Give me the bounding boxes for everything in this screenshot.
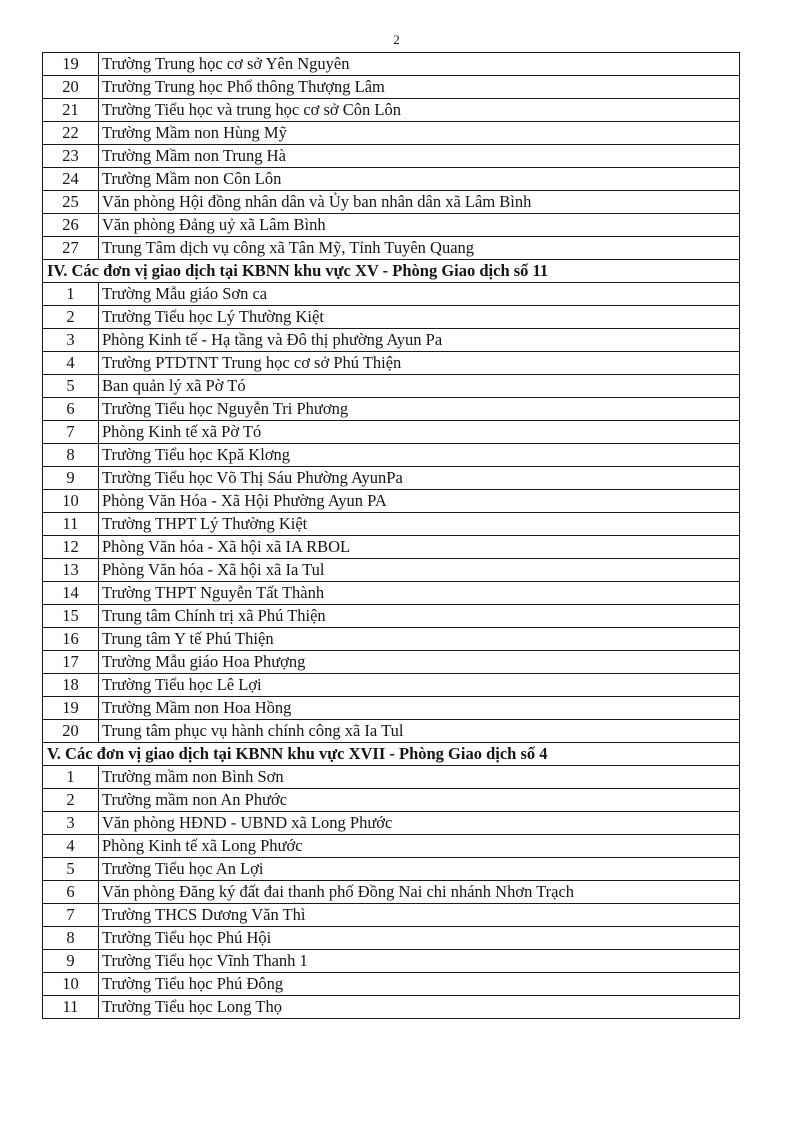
table-row [43, 881, 740, 904]
unit-name: Phòng Kinh tế xã Pờ Tó [99, 421, 740, 444]
row-number: 4 [43, 352, 99, 375]
unit-name: Trường Tiểu học An Lợi [99, 858, 740, 881]
unit-name: Trường mầm non Bình Sơn [99, 766, 740, 789]
row-number: 25 [43, 191, 99, 214]
table-row [43, 329, 740, 352]
unit-name: Trường Mẫu giáo Sơn ca [99, 283, 740, 306]
row-number: 1 [43, 283, 99, 306]
unit-name: Trường Mầm non Hoa Hồng [99, 697, 740, 720]
unit-name: Trung tâm Chính trị xã Phú Thiện [99, 605, 740, 628]
row-number: 19 [43, 697, 99, 720]
unit-name: Trường Tiểu học Nguyễn Tri Phương [99, 398, 740, 421]
row-number: 7 [43, 421, 99, 444]
unit-name: Trường Mầm non Hùng Mỹ [99, 122, 740, 145]
unit-name: Trường THPT Lý Thường Kiệt [99, 513, 740, 536]
table-row [43, 835, 740, 858]
row-number: 13 [43, 559, 99, 582]
table-row [43, 214, 740, 237]
table-row [43, 421, 740, 444]
table-row [43, 789, 740, 812]
unit-name: Trường Trung học cơ sở Yên Nguyên [99, 53, 740, 76]
row-number: 7 [43, 904, 99, 927]
table-row [43, 766, 740, 789]
table-row [43, 927, 740, 950]
section-heading: V. Các đơn vị giao dịch tại KBNN khu vực XVII - Phòng Giao dịch số 4 [43, 743, 740, 766]
row-number: 18 [43, 674, 99, 697]
unit-name: Trường PTDTNT Trung học cơ sở Phú Thiện [99, 352, 740, 375]
row-number: 3 [43, 812, 99, 835]
row-number: 1 [43, 766, 99, 789]
unit-name: Trường mầm non An Phước [99, 789, 740, 812]
unit-name: Trường Tiểu học Long Thọ [99, 996, 740, 1019]
unit-name: Trường Mẫu giáo Hoa Phượng [99, 651, 740, 674]
row-number: 6 [43, 881, 99, 904]
row-number: 3 [43, 329, 99, 352]
table-row [43, 605, 740, 628]
row-number: 24 [43, 168, 99, 191]
unit-name: Văn phòng Đăng ký đất đai thanh phố Đồng Nai chi nhánh Nhơn Trạch [99, 881, 740, 904]
unit-name: Trường Tiểu học và trung học cơ sở Côn Lôn [99, 99, 740, 122]
unit-name: Văn phòng Hội đồng nhân dân và Ủy ban nhân dân xã Lâm Bình [99, 191, 740, 214]
unit-name: Văn phòng HĐND - UBND xã Long Phước [99, 812, 740, 835]
table-row [43, 858, 740, 881]
unit-name: Trung Tâm dịch vụ công xã Tân Mỹ, Tỉnh Tuyên Quang [99, 237, 740, 260]
row-number: 16 [43, 628, 99, 651]
table-row [43, 145, 740, 168]
table-row [43, 283, 740, 306]
table-row [43, 628, 740, 651]
table-row [43, 651, 740, 674]
table-row [43, 191, 740, 214]
section-heading-row [43, 260, 740, 283]
row-number: 2 [43, 789, 99, 812]
row-number: 4 [43, 835, 99, 858]
units-table-body [43, 53, 740, 1019]
table-row [43, 352, 740, 375]
unit-name: Trung tâm phục vụ hành chính công xã Ia Tul [99, 720, 740, 743]
row-number: 5 [43, 375, 99, 398]
unit-name: Văn phòng Đảng uỷ xã Lâm Bình [99, 214, 740, 237]
table-row [43, 996, 740, 1019]
table-row [43, 398, 740, 421]
row-number: 17 [43, 651, 99, 674]
row-number: 21 [43, 99, 99, 122]
unit-name: Trường Tiểu học Lê Lợi [99, 674, 740, 697]
table-row [43, 513, 740, 536]
unit-name: Trường Tiểu học Kpă Klơng [99, 444, 740, 467]
table-row [43, 536, 740, 559]
table-row [43, 375, 740, 398]
row-number: 11 [43, 996, 99, 1019]
row-number: 27 [43, 237, 99, 260]
row-number: 10 [43, 973, 99, 996]
table-row [43, 904, 740, 927]
table-row [43, 444, 740, 467]
row-number: 6 [43, 398, 99, 421]
row-number: 22 [43, 122, 99, 145]
unit-name: Trường Trung học Phổ thông Thượng Lâm [99, 76, 740, 99]
unit-name: Trường Mầm non Côn Lôn [99, 168, 740, 191]
section-heading: IV. Các đơn vị giao dịch tại KBNN khu vực XV - Phòng Giao dịch số 11 [43, 260, 740, 283]
row-number: 11 [43, 513, 99, 536]
unit-name: Phòng Kinh tế - Hạ tầng và Đô thị phường Ayun Pa [99, 329, 740, 352]
unit-name: Trường Tiểu học Phú Đông [99, 973, 740, 996]
unit-name: Ban quản lý xã Pờ Tó [99, 375, 740, 398]
table-row [43, 99, 740, 122]
table-row [43, 53, 740, 76]
table-row [43, 812, 740, 835]
table-row [43, 582, 740, 605]
table-row [43, 697, 740, 720]
row-number: 10 [43, 490, 99, 513]
unit-name: Phòng Văn hóa - Xã hội xã Ia Tul [99, 559, 740, 582]
table-row [43, 122, 740, 145]
table-row [43, 168, 740, 191]
row-number: 23 [43, 145, 99, 168]
row-number: 15 [43, 605, 99, 628]
unit-name: Trường Tiểu học Phú Hội [99, 927, 740, 950]
unit-name: Trung tâm Y tế Phú Thiện [99, 628, 740, 651]
row-number: 8 [43, 927, 99, 950]
table-row [43, 950, 740, 973]
table-row [43, 237, 740, 260]
table-row [43, 720, 740, 743]
unit-name: Phòng Văn hóa - Xã hội xã IA RBOL [99, 536, 740, 559]
table-row [43, 76, 740, 99]
unit-name: Phòng Kinh tế xã Long Phước [99, 835, 740, 858]
table-row [43, 306, 740, 329]
row-number: 12 [43, 536, 99, 559]
unit-name: Trường THCS Dương Văn Thì [99, 904, 740, 927]
table-row [43, 559, 740, 582]
row-number: 9 [43, 467, 99, 490]
unit-name: Trường Tiểu học Vĩnh Thanh 1 [99, 950, 740, 973]
section-heading-row [43, 743, 740, 766]
row-number: 20 [43, 76, 99, 99]
unit-name: Trường Tiểu học Lý Thường Kiệt [99, 306, 740, 329]
table-row [43, 467, 740, 490]
units-table [42, 52, 740, 1019]
table-row [43, 674, 740, 697]
table-row [43, 973, 740, 996]
row-number: 2 [43, 306, 99, 329]
row-number: 8 [43, 444, 99, 467]
row-number: 26 [43, 214, 99, 237]
unit-name: Phòng Văn Hóa - Xã Hội Phường Ayun PA [99, 490, 740, 513]
table-row [43, 490, 740, 513]
row-number: 9 [43, 950, 99, 973]
unit-name: Trường Mầm non Trung Hà [99, 145, 740, 168]
row-number: 19 [43, 53, 99, 76]
unit-name: Trường THPT Nguyễn Tất Thành [99, 582, 740, 605]
row-number: 5 [43, 858, 99, 881]
unit-name: Trường Tiểu học Võ Thị Sáu Phường AyunPa [99, 467, 740, 490]
row-number: 14 [43, 582, 99, 605]
page-number: 2 [393, 32, 400, 47]
row-number: 20 [43, 720, 99, 743]
